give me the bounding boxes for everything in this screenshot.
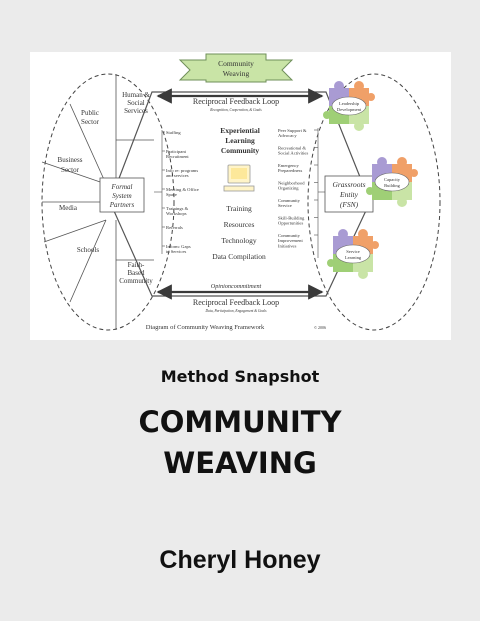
- right-list-text: Peer Support &: [278, 128, 307, 133]
- left-list-text: Info re: programs: [166, 168, 199, 173]
- left-list-text: in Services: [166, 249, 187, 255]
- left-list-text: Staffing: [166, 130, 181, 135]
- method-snapshot-label: Method Snapshot: [160, 367, 320, 386]
- left-bracket: [154, 130, 162, 254]
- right-list-text: Neighborhood: [278, 180, 305, 186]
- left-list: [162, 130, 199, 254]
- svg-text:Human &: Human &: [122, 91, 150, 99]
- svg-text:Formal: Formal: [111, 183, 133, 191]
- top-loop-title: Reciprocal Feedback Loop: [192, 97, 280, 106]
- sector-public: [81, 109, 100, 126]
- right-list-item: [278, 216, 318, 226]
- svg-text:(FSN): (FSN): [339, 200, 359, 209]
- title-line-2: WEAVING: [163, 446, 317, 480]
- svg-text:Development: Development: [336, 107, 362, 112]
- left-list-item: [162, 168, 198, 178]
- left-list-item: [162, 130, 181, 135]
- left-list-text: Workshops: [166, 211, 187, 217]
- svg-text:Partners: Partners: [109, 201, 135, 209]
- center-item-resources: Resources: [223, 220, 255, 229]
- right-list-text: Advocacy: [278, 133, 297, 139]
- sector-human-social: [122, 91, 150, 115]
- svg-text:Services: Services: [124, 107, 148, 115]
- svg-text:Entity: Entity: [340, 190, 358, 199]
- sector-schools: Schools: [76, 246, 100, 254]
- right-list-item: [278, 146, 318, 156]
- bottom-loop-title: Reciprocal Feedback Loop: [192, 298, 280, 307]
- sector-business: [58, 156, 83, 174]
- sector-faith-based: [119, 261, 153, 285]
- diagram-copyright: © 2006: [313, 325, 327, 330]
- right-list-item: [278, 181, 318, 191]
- left-list-item: [162, 244, 191, 254]
- svg-text:Public: Public: [81, 109, 99, 117]
- left-list-item: [162, 187, 199, 197]
- right-list-text: Service: [278, 203, 292, 209]
- svg-text:Faith-: Faith-: [127, 261, 145, 269]
- grassroots-entity-box: [325, 176, 373, 212]
- left-list-text: Participant: [166, 149, 186, 154]
- right-list-text: Organizing: [278, 185, 299, 191]
- formal-system-partners-box: [100, 178, 144, 212]
- center-item-training: Training: [226, 204, 252, 213]
- title-line-1: COMMUNITY: [138, 405, 342, 439]
- banner-line-2: Weaving: [222, 69, 250, 78]
- svg-text:Business: Business: [57, 156, 83, 164]
- right-list-text: Recreational &: [278, 145, 306, 151]
- left-list-text: Recruitment: [166, 154, 189, 160]
- left-list-text: Inform: Gaps: [166, 244, 191, 249]
- opinion-label: Opinioncommitment: [210, 283, 262, 290]
- right-list-item: [278, 163, 318, 173]
- left-list-text: Trainings &: [166, 206, 189, 211]
- diagram-caption: Diagram of Community Weaving Framework: [145, 324, 265, 331]
- right-list-item: [278, 198, 318, 208]
- svg-text:Learning: Learning: [344, 255, 362, 260]
- puzzle-service-learning: [327, 229, 379, 279]
- author-name: Cheryl Honey: [159, 546, 321, 574]
- left-list-item: [162, 149, 189, 159]
- right-list-item: [278, 128, 318, 138]
- sector-media: Media: [59, 204, 77, 212]
- left-list-text: Space: [166, 192, 177, 198]
- right-list-text: Emergency: [278, 163, 299, 168]
- puzzle-leadership-development: [323, 81, 375, 131]
- left-list-text: Referrals: [166, 225, 183, 230]
- banner-line-1: Community: [218, 59, 254, 68]
- right-list-text: Opportunities: [278, 220, 304, 226]
- svg-text:Building: Building: [384, 183, 400, 188]
- top-loop-subtitle: Recognition, Cooperation, & Goals: [210, 108, 262, 112]
- right-list-text: Social Activities: [278, 150, 309, 156]
- left-list-text: and services: [166, 173, 189, 179]
- community-weaving-diagram: [30, 52, 451, 340]
- center-item-data-compilation: Data Compilation: [212, 252, 266, 261]
- left-list-item: [162, 206, 189, 216]
- right-list-text: Preparedness: [278, 168, 303, 174]
- svg-text:Leadership: Leadership: [339, 101, 359, 106]
- svg-text:System: System: [112, 192, 132, 200]
- svg-text:Community: Community: [119, 277, 153, 285]
- svg-text:Sector: Sector: [61, 166, 79, 174]
- svg-text:Community: Community: [220, 146, 260, 155]
- svg-text:Based: Based: [127, 269, 145, 277]
- svg-text:Sector: Sector: [81, 118, 99, 126]
- svg-text:Capacity: Capacity: [384, 177, 400, 182]
- left-list-item: [162, 225, 183, 230]
- right-list: [278, 128, 318, 248]
- svg-text:Experiential: Experiential: [220, 126, 260, 135]
- right-list-text: Community: [278, 233, 300, 238]
- left-list-text: Meeting & Office: [166, 187, 199, 192]
- right-list-text: Community: [278, 198, 300, 203]
- puzzle-capacity-building: [366, 157, 418, 207]
- svg-text:Grassroots: Grassroots: [332, 180, 366, 189]
- right-list-text: Skill-Building: [278, 215, 305, 221]
- page-title: [0, 402, 480, 484]
- svg-text:Service: Service: [346, 249, 360, 254]
- svg-text:Learning: Learning: [225, 136, 255, 145]
- center-item-technology: Technology: [221, 236, 257, 245]
- right-list-text: Initiatives: [278, 243, 297, 249]
- right-list-text: Improvement: [278, 238, 303, 244]
- center-heading: [220, 126, 260, 155]
- community-weaving-banner: [180, 54, 292, 82]
- bottom-loop-subtitle: Data, Participation, Engagement & Goals: [205, 309, 267, 313]
- svg-text:Social: Social: [127, 99, 145, 107]
- computer-icon: [224, 165, 254, 191]
